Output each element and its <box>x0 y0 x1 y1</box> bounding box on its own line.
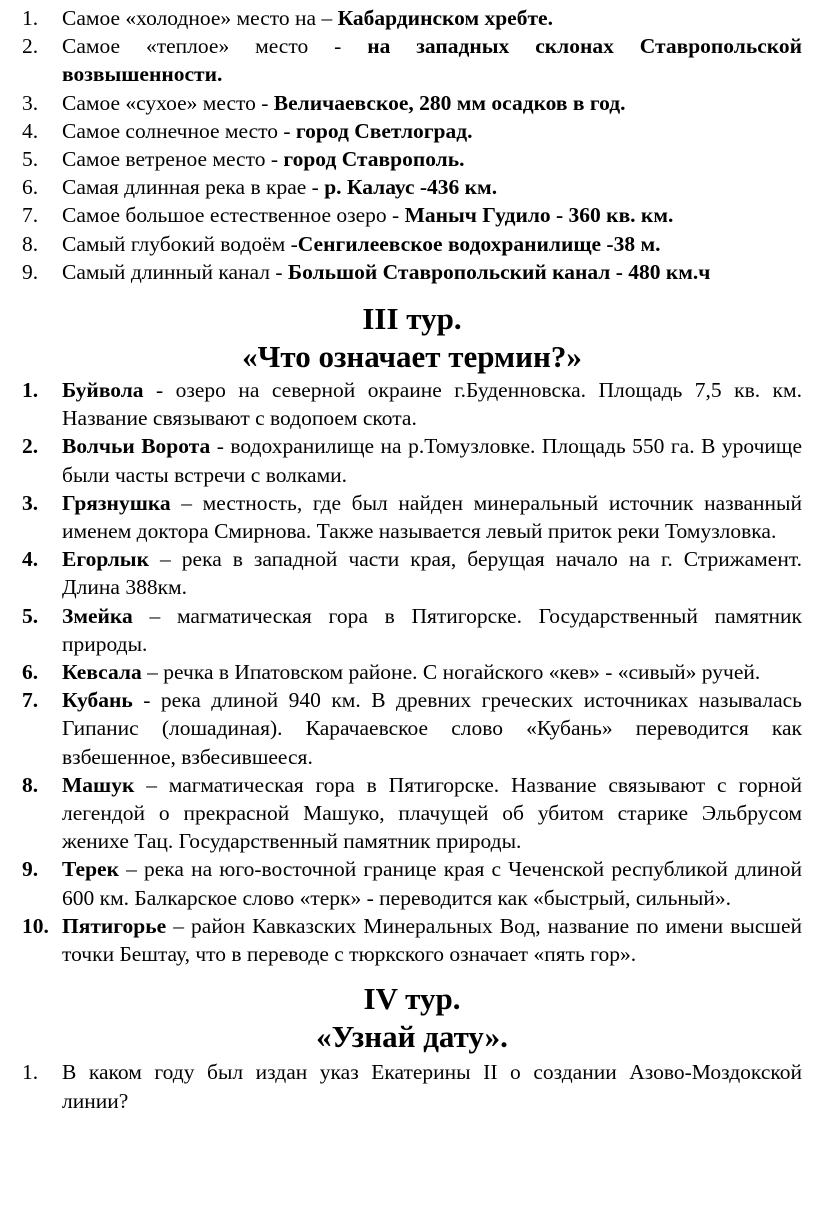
list-item <box>22 686 802 771</box>
round-3-title: III тур. <box>362 301 462 337</box>
round-3-subtitle: «Что означает термин?» <box>242 339 582 375</box>
item-number: 10. <box>22 913 49 938</box>
list-item <box>22 89 802 117</box>
item-text: Самое большое естественное озеро - <box>62 203 405 228</box>
item-text: Самое солнечное место - <box>62 118 296 143</box>
item-text: Самое ветреное место - <box>62 147 284 172</box>
item-question: В каком году был издан указ Екатерины II о создании Азово-Моздокской линии? <box>62 1060 802 1113</box>
item-definition: – река на юго-восточной границе края с Чеченской республикой длиной 600 км. Балкарское слово «терк» - переводится как «быстрый, сильный». <box>62 857 802 910</box>
item-number: 1. <box>22 1060 39 1085</box>
list-item <box>22 201 802 229</box>
item-number: 7. <box>22 688 39 713</box>
item-number: 1. <box>22 6 39 30</box>
item-definition: – магматическая гора в Пятигорске. Государственный памятник природы. <box>62 603 802 656</box>
item-number: 9. <box>22 259 39 284</box>
item-number: 8. <box>22 231 39 256</box>
list-item <box>22 771 802 856</box>
list-item <box>22 658 802 686</box>
list-item <box>22 32 802 88</box>
item-text: Самое «теплое» место - <box>62 34 368 59</box>
item-number: 3. <box>22 490 39 515</box>
item-term: Егорлык <box>62 547 149 572</box>
list-item <box>22 432 802 488</box>
round-4-subtitle: «Узнай дату». <box>316 1019 508 1055</box>
item-number: 5. <box>22 147 39 172</box>
item-term: Грязнушка <box>62 490 171 515</box>
item-answer: город Ставрополь. <box>283 147 465 172</box>
terms-list <box>22 376 802 968</box>
item-answer: Кабардинском хребте. <box>337 6 553 30</box>
item-term: Машук <box>62 772 135 797</box>
item-answer: Большой Ставропольский канал - 480 км.ч <box>287 259 711 284</box>
item-definition: – местность, где был найден минеральный источник названный именем доктора Смирнова. Также называется левый приток реки Томузловка. <box>62 490 802 544</box>
item-text: Самый глубокий водоём - <box>62 231 298 256</box>
item-number: 7. <box>22 203 39 228</box>
item-answer: на западных склонах Ставропольской возвышенности. <box>62 34 802 87</box>
item-definition: - водохранилище на р.Томузловке. Площадь 550 га. В урочище были часты встречи с волками. <box>62 434 802 487</box>
item-text: Самое «сухое» место - <box>62 90 274 115</box>
item-number: 4. <box>22 118 39 143</box>
list-item <box>22 145 802 173</box>
item-term: Змейка <box>62 603 133 628</box>
list-item <box>22 173 802 201</box>
item-term: Волчьи Ворота <box>62 434 211 459</box>
item-number: 2. <box>22 434 39 459</box>
item-term: Терек <box>62 857 119 882</box>
list-item <box>22 912 802 968</box>
item-definition: – район Кавказских Минеральных Вод, название по имени высшей точки Бештау, что в переводе с тюркского означает «пять гор». <box>62 913 802 967</box>
item-answer: Сенгилеевское водохранилище -38 м. <box>297 231 661 256</box>
list-item <box>22 258 802 286</box>
item-number: 9. <box>22 857 39 882</box>
item-number: 1. <box>22 378 39 403</box>
item-answer: Величаевское, 280 мм осадков в год. <box>273 90 626 115</box>
item-number: 4. <box>22 547 39 572</box>
list-item <box>22 545 802 601</box>
list-item <box>22 230 802 258</box>
item-text: Самый длинный канал - <box>62 259 288 284</box>
item-definition: – речка в Ипатовском районе. С ногайского «кев» - «сивый» ручей. <box>141 660 761 685</box>
list-item <box>22 1058 802 1114</box>
item-number: 6. <box>22 175 39 200</box>
item-number: 3. <box>22 90 39 115</box>
list-item <box>22 4 802 32</box>
item-answer: р. Калаус -436 км. <box>324 175 498 200</box>
item-definition: - озеро на северной окраине г.Буденновска. Площадь 7,5 кв. км. Название связывают с водопоем скота. <box>62 378 802 431</box>
dates-list <box>22 1058 802 1114</box>
item-answer: город Светлоград. <box>295 118 473 143</box>
list-item <box>22 855 802 911</box>
list-item <box>22 376 802 432</box>
item-definition: - река длиной 940 км. В древних греческих источниках называлась Гипанис (лошадиная). Карачаевское слово «Кубань» переводится как взбешенное, взбесившееся. <box>62 688 802 769</box>
item-answer: Маныч Гудило - 360 кв. км. <box>404 203 674 228</box>
item-number: 2. <box>22 34 39 59</box>
list-item <box>22 489 802 545</box>
item-term: Кубань <box>62 688 133 713</box>
list-item <box>22 117 802 145</box>
item-term: Пятигорье <box>62 913 167 938</box>
round-4-title: IV тур. <box>363 981 461 1017</box>
item-text: Самое «холодное» место на – <box>62 6 338 30</box>
item-definition: – магматическая гора в Пятигорске. Название связывают с горной легендой о прекрасной Машуко, плачущей об убитом старике Эльбрусом женихе Тац. Государственный памятник природы. <box>62 772 802 854</box>
item-definition: – река в западной части края, берущая начало на г. Стрижамент. Длина 388км. <box>62 547 802 600</box>
item-term: Кевсала <box>62 660 142 685</box>
item-number: 5. <box>22 603 39 628</box>
superlatives-list <box>22 4 802 286</box>
list-item <box>22 602 802 658</box>
item-text: Самая длинная река в крае - <box>62 175 325 200</box>
item-number: 8. <box>22 772 39 797</box>
item-term: Буйвола <box>62 378 144 403</box>
item-number: 6. <box>22 660 39 685</box>
